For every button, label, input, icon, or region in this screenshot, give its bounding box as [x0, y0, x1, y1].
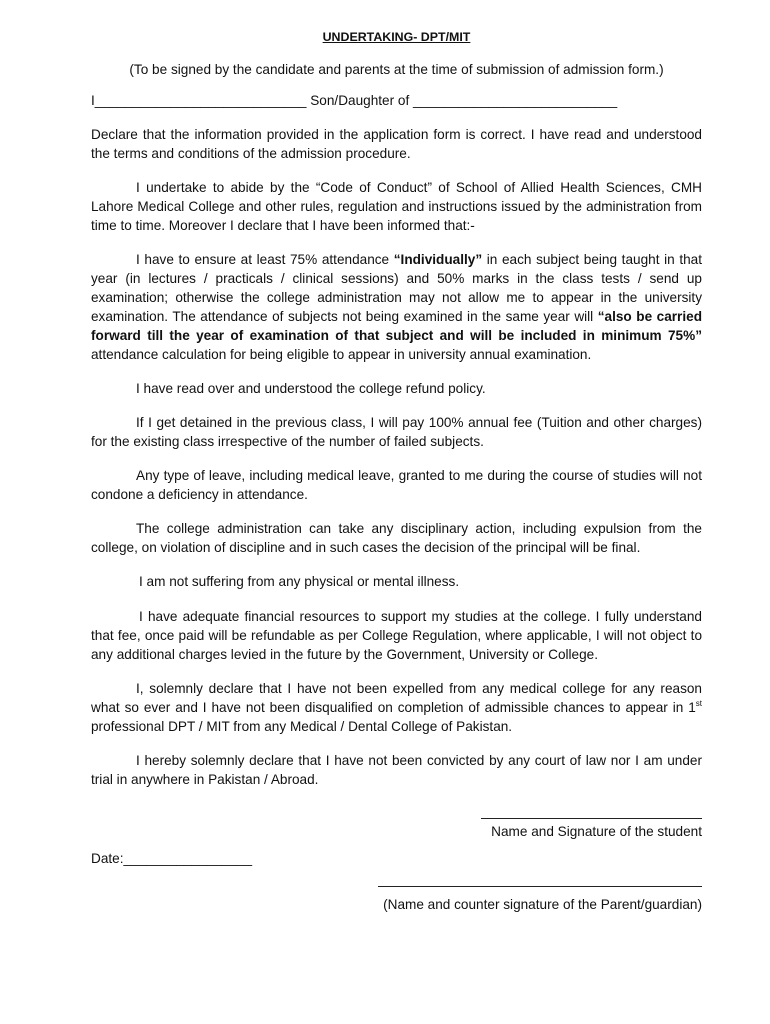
- attendance-bold-2: “also be carried forward till the year of examination of that subject and will be included in minimum 75%”: [91, 309, 702, 343]
- date-field: [91, 849, 252, 868]
- expelled-text-2: professional DPT / MIT from any Medical / Dental College of Pakistan.: [91, 719, 513, 734]
- document-subtitle: (To be signed by the candidate and parents at the time of submission of admission form.): [129, 62, 664, 77]
- document-title: UNDERTAKING- DPT/MIT: [322, 30, 471, 44]
- paragraph-declaration: Declare that the information provided in the application form is correct. I have read and understood the terms and conditions of the admission procedure.: [91, 127, 702, 161]
- relation-label: Son/Daughter of: [306, 93, 414, 108]
- name-blank: ____________________________: [94, 93, 307, 108]
- paragraph-health: I am not suffering from any physical or mental illness.: [139, 574, 460, 589]
- paragraph-refund-policy: I have read over and understood the college refund policy.: [136, 381, 486, 396]
- paragraph-detained-fee: If I get detained in the previous class, I will pay 100% annual fee (Tuition and other charges) for the existing class irrespective of the number of failed subjects.: [91, 415, 702, 449]
- ordinal-suffix: st: [695, 699, 702, 708]
- attendance-text-1: I have to ensure at least 75% attendance: [136, 252, 394, 267]
- attendance-text-3: attendance calculation for being eligible to appear in university annual examination.: [91, 347, 592, 362]
- student-signature-label: Name and Signature of the student: [491, 824, 702, 839]
- identity-line: [91, 91, 617, 110]
- paragraph-not-expelled: [91, 679, 702, 736]
- paragraph-attendance: [91, 250, 702, 364]
- attendance-bold-1: “Individually”: [393, 252, 483, 267]
- parent-name-blank: ___________________________: [413, 93, 618, 108]
- student-signature-line: [481, 818, 702, 819]
- paragraph-financial: I have adequate financial resources to support my studies at the college. I fully understand that fee, once paid will be refundable as per College Regulation, where applicable, I will not object to any additional charges levied in the future by the Government, University or College.: [91, 609, 702, 662]
- paragraph-leave: Any type of leave, including medical leave, granted to me during the course of studies will not condone a deficiency in attendance.: [91, 468, 702, 502]
- date-blank: _________________: [123, 851, 253, 866]
- paragraph-code-of-conduct: I undertake to abide by the “Code of Conduct” of School of Allied Health Sciences, CMH Lahore Medical College and other rules, regulation and instructions issued by the administration from time to time. Moreover I declare that I have been informed that:-: [91, 180, 702, 233]
- identity-prefix: I: [91, 93, 95, 108]
- undertaking-document: [91, 0, 702, 1024]
- paragraph-disciplinary: The college administration can take any disciplinary action, including expulsion from the college, on violation of discipline and in such cases the decision of the principal will be final.: [91, 521, 702, 555]
- paragraph-not-convicted: I hereby solemnly declare that I have not been convicted by any court of law nor I am under trial in anywhere in Pakistan / Abroad.: [91, 753, 702, 787]
- date-label: Date:: [91, 851, 124, 866]
- attendance-text-2: in each subject being taught in that year (in lectures / practicals / clinical sessions) and 50% marks in the class tests / send up examination; otherwise the college administration may not allow me to appear in the university examination. The attendance of subjects not being examined in the same year will: [91, 252, 702, 324]
- parent-signature-line: [378, 886, 702, 887]
- expelled-text-1: I, solemnly declare that I have not been expelled from any medical college for any reason what so ever and I have not been disqualified on completion of admissible chances to appear in 1: [91, 681, 702, 715]
- parent-signature-label: (Name and counter signature of the Parent/guardian): [383, 897, 702, 912]
